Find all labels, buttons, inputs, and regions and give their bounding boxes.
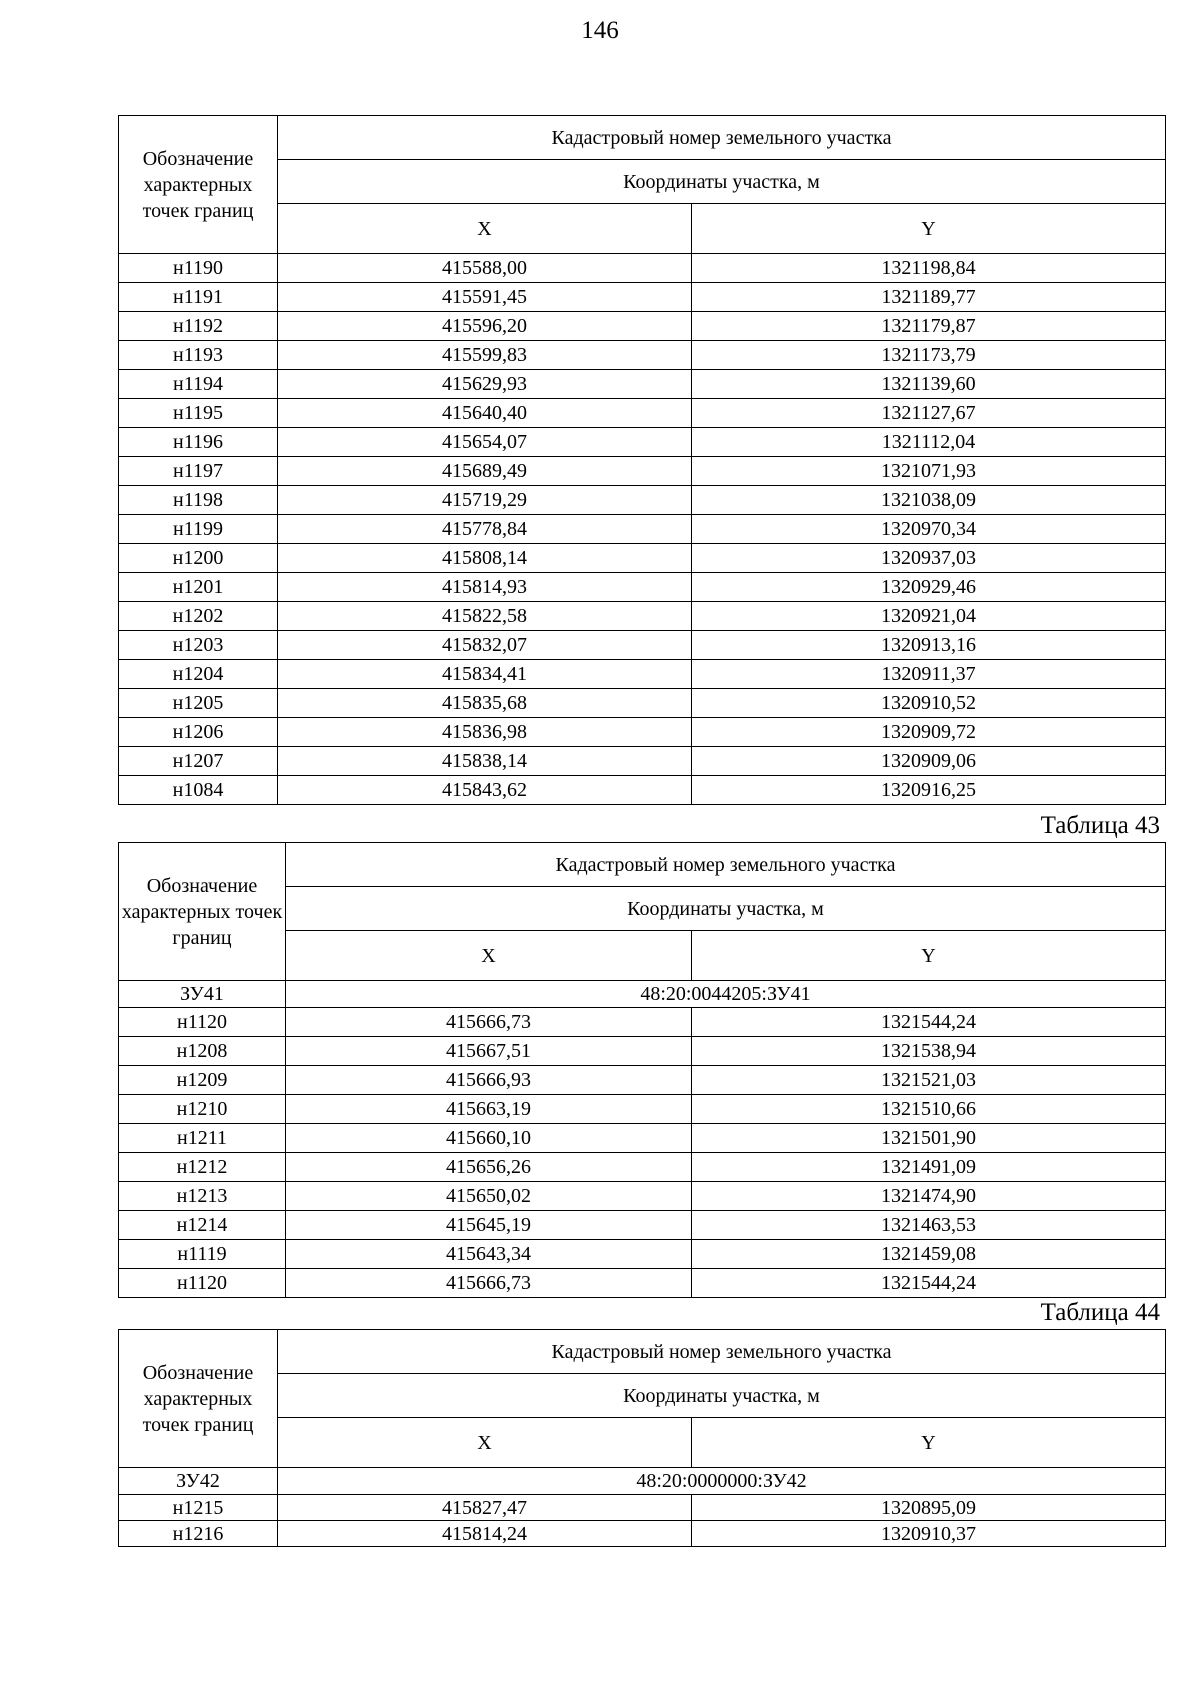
point-designation-header: Обозначение характерных точек границ	[119, 116, 278, 254]
point-designation-cell: н1120	[119, 1269, 286, 1298]
cadastral-number-header: Кадастровый номер земельного участка	[278, 1330, 1166, 1374]
y-column-header: Y	[692, 204, 1166, 254]
x-coordinate-cell: 415827,47	[278, 1495, 692, 1521]
point-designation-cell: н1196	[119, 428, 278, 457]
point-designation-cell: н1216	[119, 1521, 278, 1547]
point-designation-cell: н1192	[119, 312, 278, 341]
cadastral-number: 48:20:0000000:ЗУ42	[278, 1468, 1166, 1495]
table-row	[119, 1182, 1166, 1211]
table-row	[119, 1008, 1166, 1037]
x-coordinate-cell: 415643,34	[286, 1240, 692, 1269]
point-designation-cell: н1213	[119, 1182, 286, 1211]
point-designation-cell: н1215	[119, 1495, 278, 1521]
point-designation-cell: н1198	[119, 486, 278, 515]
y-coordinate-cell: 1321459,08	[692, 1240, 1166, 1269]
point-designation-cell: н1200	[119, 544, 278, 573]
x-coordinate-cell: 415660,10	[286, 1124, 692, 1153]
y-coordinate-cell: 1320909,06	[692, 747, 1166, 776]
y-coordinate-cell: 1321521,03	[692, 1066, 1166, 1095]
page-number: 146	[581, 17, 619, 44]
y-coordinate-cell: 1320916,25	[692, 776, 1166, 805]
table-row	[119, 573, 1166, 602]
land-plot-designation: ЗУ42	[119, 1468, 278, 1495]
y-column-header: Y	[692, 931, 1166, 981]
x-coordinate-cell: 415666,93	[286, 1066, 692, 1095]
table-row	[119, 1124, 1166, 1153]
point-designation-cell: н1084	[119, 776, 278, 805]
point-designation-cell: н1120	[119, 1008, 286, 1037]
y-coordinate-cell: 1321491,09	[692, 1153, 1166, 1182]
x-coordinate-cell: 415822,58	[278, 602, 692, 631]
point-designation-header: Обозначение характерных точек границ	[119, 843, 286, 981]
point-designation-cell: н1210	[119, 1095, 286, 1124]
table-row	[119, 1066, 1166, 1095]
y-coordinate-cell: 1320909,72	[692, 718, 1166, 747]
cadastral-number-header: Кадастровый номер земельного участка	[286, 843, 1166, 887]
table-row	[119, 1240, 1166, 1269]
y-coordinate-cell: 1320913,16	[692, 631, 1166, 660]
point-designation-cell: н1202	[119, 602, 278, 631]
y-coordinate-cell: 1321501,90	[692, 1124, 1166, 1153]
table-row	[119, 312, 1166, 341]
x-coordinate-cell: 415666,73	[286, 1269, 692, 1298]
x-coordinate-cell: 415640,40	[278, 399, 692, 428]
point-designation-cell: н1190	[119, 254, 278, 283]
point-designation-cell: н1206	[119, 718, 278, 747]
y-coordinate-cell: 1321038,09	[692, 486, 1166, 515]
y-coordinate-cell: 1321474,90	[692, 1182, 1166, 1211]
point-designation-cell: н1205	[119, 689, 278, 718]
y-column-header: Y	[692, 1418, 1166, 1468]
y-coordinate-cell: 1321463,53	[692, 1211, 1166, 1240]
x-coordinate-cell: 415656,26	[286, 1153, 692, 1182]
y-coordinate-cell: 1321538,94	[692, 1037, 1166, 1066]
y-coordinate-cell: 1321544,24	[692, 1269, 1166, 1298]
point-designation-cell: н1194	[119, 370, 278, 399]
y-coordinate-cell: 1321173,79	[692, 341, 1166, 370]
x-coordinate-cell: 415835,68	[278, 689, 692, 718]
point-designation-cell: н1207	[119, 747, 278, 776]
table-row	[119, 602, 1166, 631]
y-coordinate-cell: 1321112,04	[692, 428, 1166, 457]
x-coordinate-cell: 415591,45	[278, 283, 692, 312]
x-coordinate-cell: 415588,00	[278, 254, 692, 283]
table-row	[119, 457, 1166, 486]
table-row	[119, 544, 1166, 573]
x-coordinate-cell: 415650,02	[286, 1182, 692, 1211]
y-coordinate-cell: 1321510,66	[692, 1095, 1166, 1124]
x-coordinate-cell: 415836,98	[278, 718, 692, 747]
cadastral-number-header: Кадастровый номер земельного участка	[278, 116, 1166, 160]
y-coordinate-cell: 1320929,46	[692, 573, 1166, 602]
x-coordinate-cell: 415629,93	[278, 370, 692, 399]
table-row	[119, 370, 1166, 399]
point-designation-cell: н1197	[119, 457, 278, 486]
table-row	[119, 1211, 1166, 1240]
point-designation-cell: н1203	[119, 631, 278, 660]
x-coordinate-cell: 415645,19	[286, 1211, 692, 1240]
point-designation-cell: н1212	[119, 1153, 286, 1182]
coordinates-header: Координаты участка, м	[286, 887, 1166, 931]
table-row	[119, 660, 1166, 689]
y-coordinate-cell: 1321179,87	[692, 312, 1166, 341]
x-column-header: X	[286, 931, 692, 981]
y-coordinate-cell: 1320937,03	[692, 544, 1166, 573]
point-designation-header: Обозначение характерных точек границ	[119, 1330, 278, 1468]
y-coordinate-cell: 1321189,77	[692, 283, 1166, 312]
x-coordinate-cell: 415832,07	[278, 631, 692, 660]
y-coordinate-cell: 1321139,60	[692, 370, 1166, 399]
point-designation-cell: н1201	[119, 573, 278, 602]
land-plot-designation: ЗУ41	[119, 981, 286, 1008]
y-coordinate-cell: 1320910,52	[692, 689, 1166, 718]
x-coordinate-cell: 415689,49	[278, 457, 692, 486]
y-coordinate-cell: 1320970,34	[692, 515, 1166, 544]
x-coordinate-cell: 415596,20	[278, 312, 692, 341]
table-row	[119, 1495, 1166, 1521]
y-coordinate-cell: 1321071,93	[692, 457, 1166, 486]
x-coordinate-cell: 415808,14	[278, 544, 692, 573]
cadastral-number: 48:20:0044205:ЗУ41	[286, 981, 1166, 1008]
point-designation-cell: н1195	[119, 399, 278, 428]
table-caption: Таблица 43	[1040, 812, 1160, 839]
x-coordinate-cell: 415599,83	[278, 341, 692, 370]
coordinates-table	[118, 1329, 1166, 1547]
table-row	[119, 486, 1166, 515]
table-row	[119, 341, 1166, 370]
x-coordinate-cell: 415719,29	[278, 486, 692, 515]
coordinates-table	[118, 115, 1166, 805]
point-designation-cell: н1211	[119, 1124, 286, 1153]
x-column-header: X	[278, 1418, 692, 1468]
table-caption: Таблица 44	[1040, 1299, 1160, 1326]
point-designation-cell: н1209	[119, 1066, 286, 1095]
x-coordinate-cell: 415778,84	[278, 515, 692, 544]
y-coordinate-cell: 1320910,37	[692, 1521, 1166, 1547]
point-designation-cell: н1193	[119, 341, 278, 370]
y-coordinate-cell: 1320895,09	[692, 1495, 1166, 1521]
x-coordinate-cell: 415666,73	[286, 1008, 692, 1037]
x-coordinate-cell: 415843,62	[278, 776, 692, 805]
y-coordinate-cell: 1321198,84	[692, 254, 1166, 283]
table-row	[119, 1521, 1166, 1547]
table-row	[119, 1269, 1166, 1298]
x-column-header: X	[278, 204, 692, 254]
point-designation-cell: н1119	[119, 1240, 286, 1269]
table-row	[119, 283, 1166, 312]
x-coordinate-cell: 415654,07	[278, 428, 692, 457]
y-coordinate-cell: 1320921,04	[692, 602, 1166, 631]
coordinates-header: Координаты участка, м	[278, 160, 1166, 204]
table-row	[119, 747, 1166, 776]
point-designation-cell: н1214	[119, 1211, 286, 1240]
table-row	[119, 689, 1166, 718]
table-row	[119, 631, 1166, 660]
x-coordinate-cell: 415814,93	[278, 573, 692, 602]
coordinates-header: Координаты участка, м	[278, 1374, 1166, 1418]
coordinates-table	[118, 842, 1166, 1298]
y-coordinate-cell: 1321127,67	[692, 399, 1166, 428]
table-row	[119, 1153, 1166, 1182]
table-row	[119, 776, 1166, 805]
table-row	[119, 399, 1166, 428]
table-row	[119, 254, 1166, 283]
point-designation-cell: н1208	[119, 1037, 286, 1066]
x-coordinate-cell: 415814,24	[278, 1521, 692, 1547]
table-row	[119, 718, 1166, 747]
x-coordinate-cell: 415667,51	[286, 1037, 692, 1066]
table-row	[119, 515, 1166, 544]
x-coordinate-cell: 415834,41	[278, 660, 692, 689]
table-row	[119, 1037, 1166, 1066]
point-designation-cell: н1199	[119, 515, 278, 544]
table-row	[119, 428, 1166, 457]
x-coordinate-cell: 415663,19	[286, 1095, 692, 1124]
y-coordinate-cell: 1320911,37	[692, 660, 1166, 689]
y-coordinate-cell: 1321544,24	[692, 1008, 1166, 1037]
point-designation-cell: н1204	[119, 660, 278, 689]
table-row	[119, 1095, 1166, 1124]
x-coordinate-cell: 415838,14	[278, 747, 692, 776]
point-designation-cell: н1191	[119, 283, 278, 312]
